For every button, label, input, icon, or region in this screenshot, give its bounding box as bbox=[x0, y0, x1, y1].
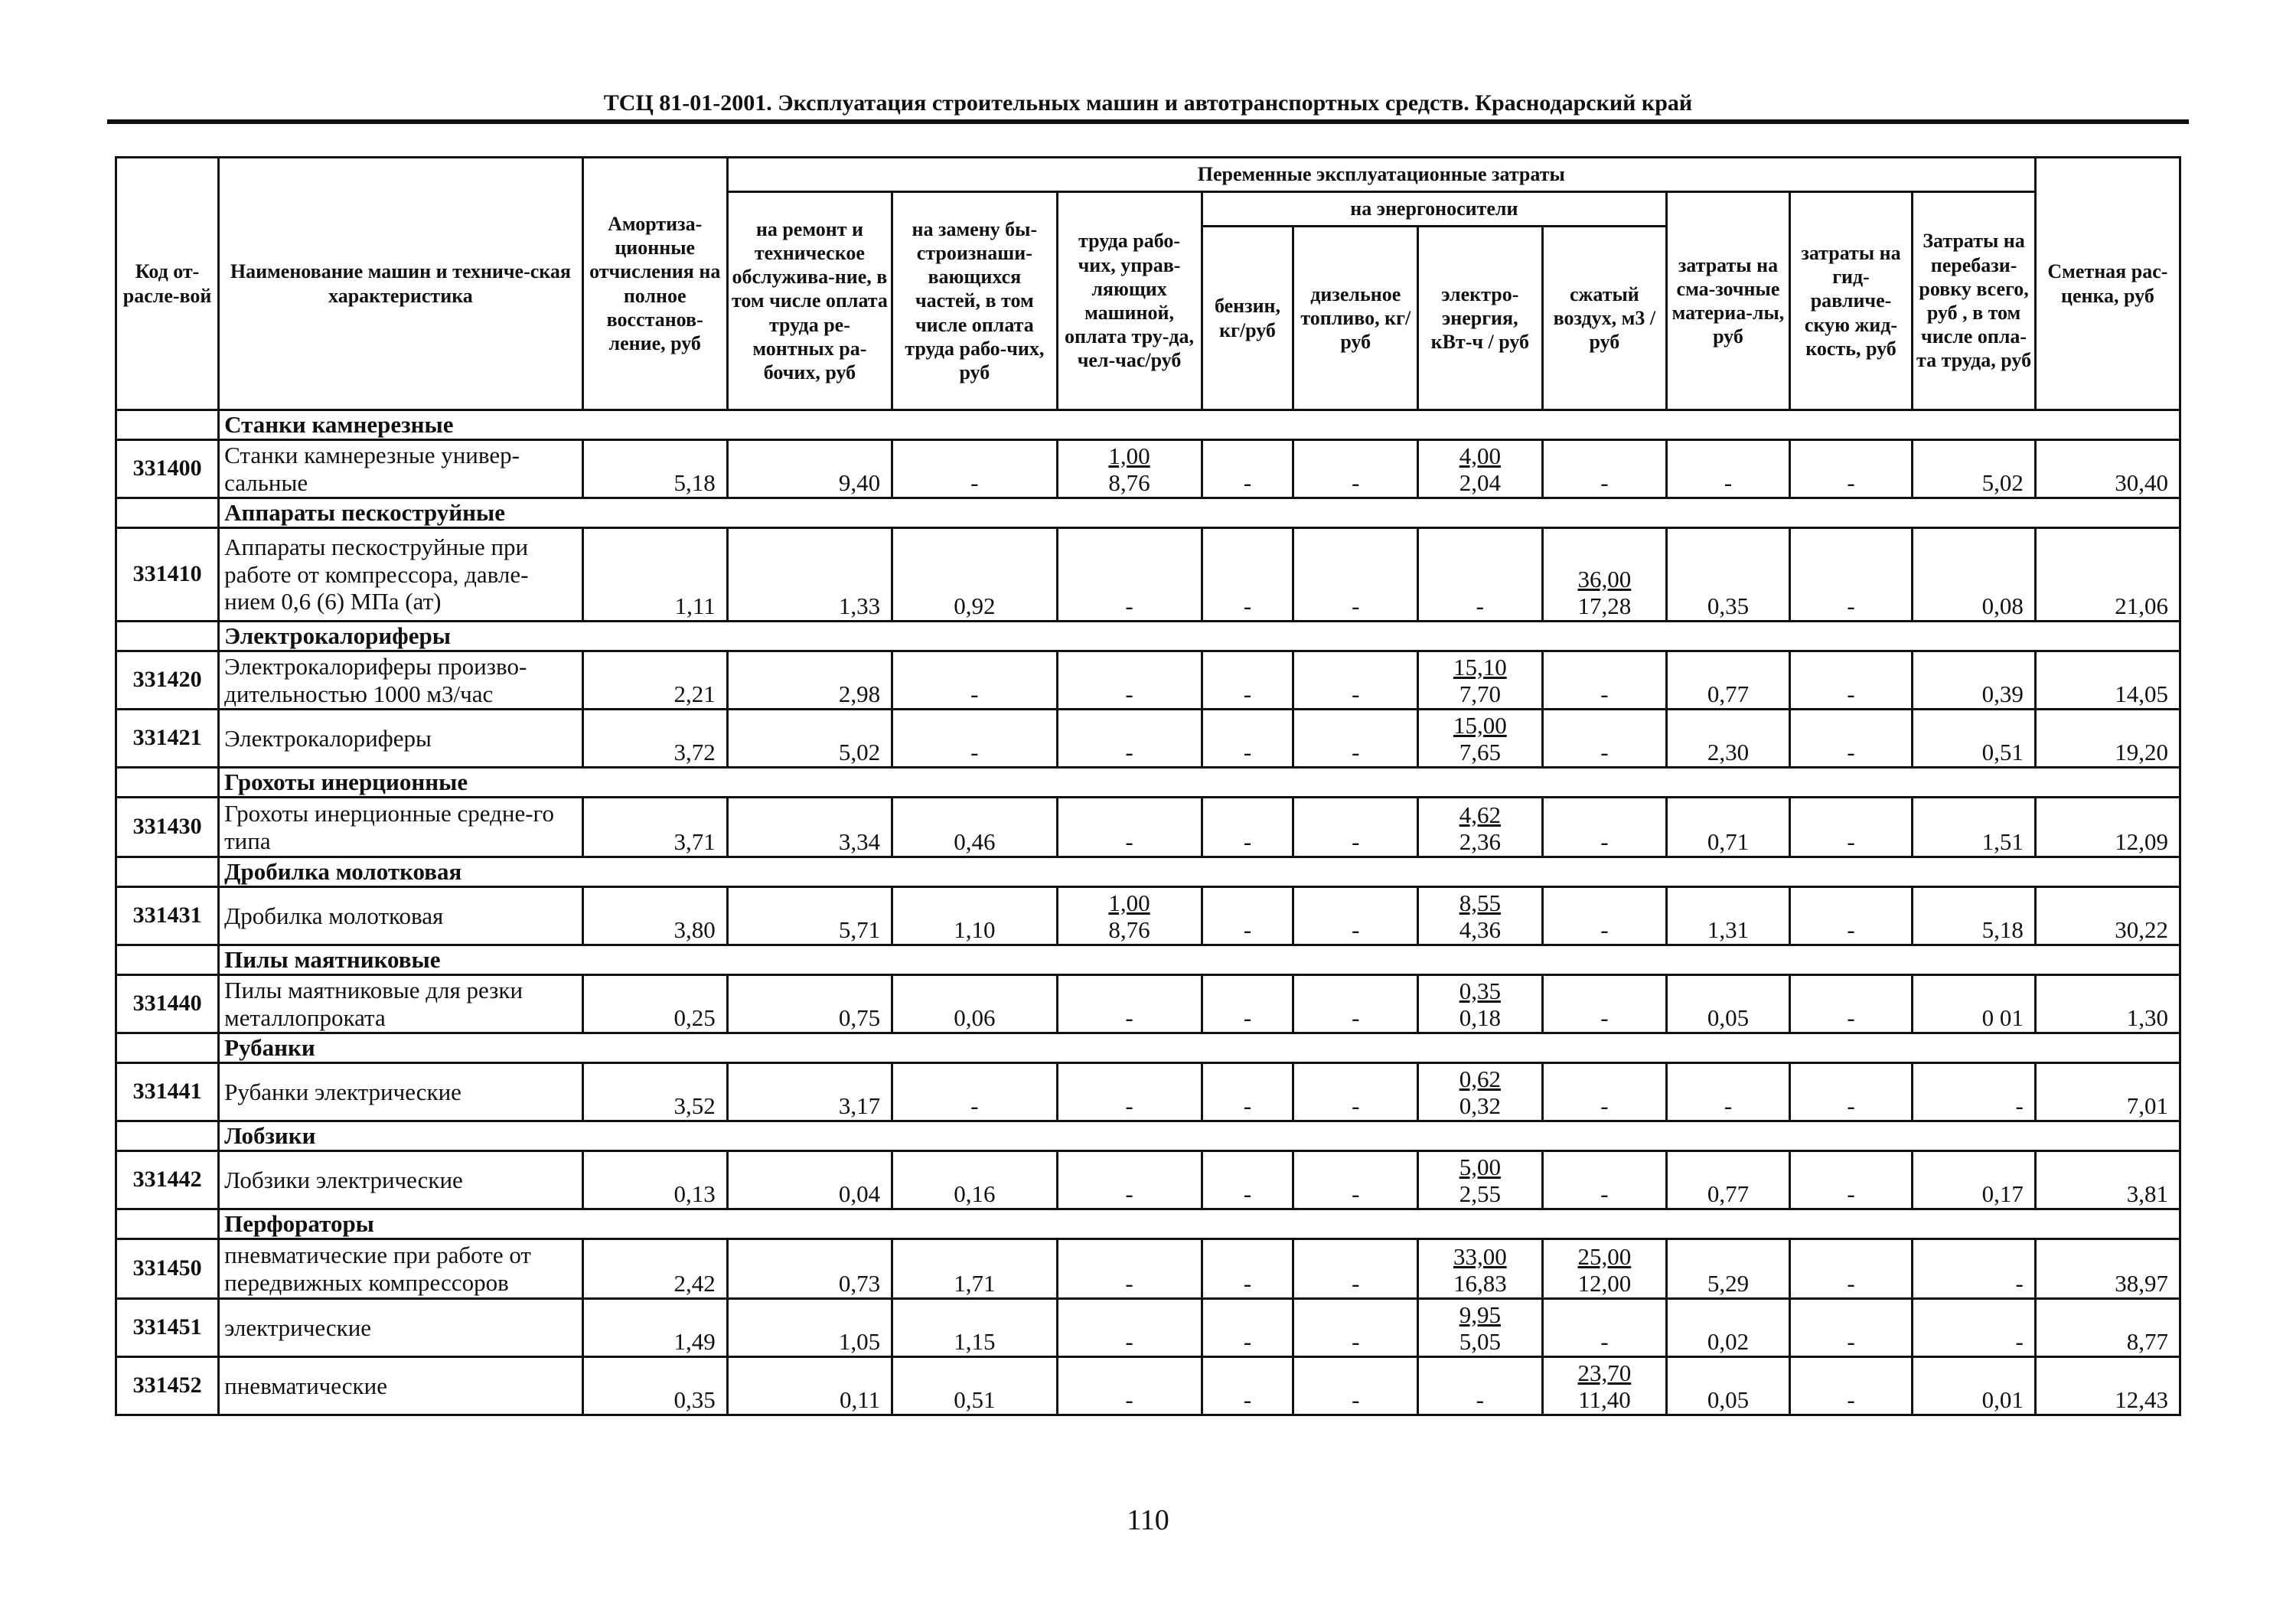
electric-cell bbox=[1418, 798, 1543, 857]
col-parts-header: на замену бы-строизнаши-вающихся частей, в том числе оплата труда рабо-чих, руб bbox=[892, 192, 1057, 410]
amort-cell: 0,35 bbox=[582, 1357, 727, 1415]
code-cell: 331421 bbox=[116, 710, 219, 768]
petrol-cell: - bbox=[1202, 887, 1293, 945]
name-cell: пневматические bbox=[219, 1357, 583, 1415]
transfer-cell: - bbox=[1913, 1239, 2036, 1299]
code-cell: 331440 bbox=[116, 975, 219, 1033]
name-cell: Дробилка молотковая bbox=[219, 887, 583, 945]
estimate-cell: 30,22 bbox=[2035, 887, 2180, 945]
transfer-cell: 5,18 bbox=[1913, 887, 2036, 945]
amort-cell: 3,72 bbox=[582, 710, 727, 768]
group-title: Аппараты пескоструйные bbox=[219, 498, 2180, 528]
labor-cell bbox=[1057, 887, 1202, 945]
petrol-cell: - bbox=[1202, 710, 1293, 768]
air-cell bbox=[1542, 440, 1667, 498]
petrol-cell: - bbox=[1202, 440, 1293, 498]
labor-cell bbox=[1057, 710, 1202, 768]
labor-cell-value: - bbox=[1125, 1092, 1133, 1120]
parts-cell: 0,06 bbox=[892, 975, 1057, 1033]
air-cell-numerator: 25,00 bbox=[1577, 1242, 1632, 1270]
air-cell bbox=[1542, 887, 1667, 945]
group-title: Грохоты инерционные bbox=[219, 768, 2180, 798]
air-cell-value: - bbox=[1600, 1004, 1609, 1032]
diesel-cell: - bbox=[1293, 975, 1418, 1033]
transfer-cell: 1,51 bbox=[1913, 798, 2036, 857]
col-repair-header: на ремонт и техническое обслужива-ние, в том числе оплата труда ре-монтных ра-бочих, руб bbox=[727, 192, 892, 410]
petrol-cell: - bbox=[1202, 1299, 1293, 1357]
repair-cell: 1,33 bbox=[727, 528, 892, 622]
name-cell: Электрокалориферы bbox=[219, 710, 583, 768]
name-cell: пневматические при работе от передвижных компрессоров bbox=[219, 1239, 583, 1299]
hydro-cell: - bbox=[1789, 440, 1913, 498]
repair-cell: 0,75 bbox=[727, 975, 892, 1033]
lube-cell: 0,35 bbox=[1667, 528, 1790, 622]
group-row bbox=[116, 768, 2180, 798]
electric-cell-numerator: 5,00 bbox=[1459, 1153, 1501, 1180]
group-title: Станки камнерезные bbox=[219, 410, 2180, 440]
lube-cell: 2,30 bbox=[1667, 710, 1790, 768]
col-labor-header: труда рабо-чих, управ-ляющих машиной, оплата тру-да, чел-час/руб bbox=[1057, 192, 1202, 410]
electric-cell-value: 2,04 bbox=[1459, 469, 1501, 497]
air-cell-value: 11,40 bbox=[1578, 1386, 1631, 1414]
group-code-cell bbox=[116, 945, 219, 975]
air-cell bbox=[1542, 1357, 1667, 1415]
group-row bbox=[116, 410, 2180, 440]
group-code-cell bbox=[116, 622, 219, 651]
col-code-header: Код от-расле-вой bbox=[116, 158, 219, 410]
electric-cell-value: 7,65 bbox=[1459, 739, 1501, 766]
labor-cell-value: - bbox=[1125, 1180, 1133, 1208]
labor-cell bbox=[1057, 975, 1202, 1033]
electric-cell-value: - bbox=[1476, 592, 1484, 620]
parts-cell: 1,10 bbox=[892, 887, 1057, 945]
hydro-cell: - bbox=[1789, 1239, 1913, 1299]
air-cell bbox=[1542, 798, 1667, 857]
electric-cell-numerator: 0,62 bbox=[1459, 1065, 1501, 1092]
lube-cell: - bbox=[1667, 1063, 1790, 1121]
electric-cell bbox=[1418, 975, 1543, 1033]
document-title: ТСЦ 81-01-2001. Эксплуатация строительных машин и автотранспортных средств. Краснодарский край bbox=[603, 90, 1693, 116]
air-cell-value: - bbox=[1600, 680, 1609, 708]
electric-cell-value: 2,55 bbox=[1459, 1180, 1501, 1208]
hydro-cell: - bbox=[1789, 710, 1913, 768]
amort-cell: 5,18 bbox=[582, 440, 727, 498]
air-cell bbox=[1542, 528, 1667, 622]
electric-cell-numerator: 9,95 bbox=[1459, 1301, 1501, 1328]
diesel-cell: - bbox=[1293, 1299, 1418, 1357]
hydro-cell: - bbox=[1789, 798, 1913, 857]
group-title: Дробилка молотковая bbox=[219, 857, 2180, 887]
parts-cell: 1,15 bbox=[892, 1299, 1057, 1357]
labor-cell bbox=[1057, 1357, 1202, 1415]
table-row bbox=[116, 1063, 2180, 1121]
lube-cell: 0,02 bbox=[1667, 1299, 1790, 1357]
parts-cell: - bbox=[892, 440, 1057, 498]
name-cell: Электрокалориферы произво-дительностью 1000 м3/час bbox=[219, 651, 583, 710]
air-cell-numerator: 23,70 bbox=[1577, 1359, 1632, 1386]
labor-cell bbox=[1057, 1151, 1202, 1209]
group-row bbox=[116, 857, 2180, 887]
transfer-cell: 0,39 bbox=[1913, 651, 2036, 710]
labor-cell bbox=[1057, 1063, 1202, 1121]
amort-cell: 0,25 bbox=[582, 975, 727, 1033]
air-cell-value: - bbox=[1600, 916, 1609, 944]
labor-cell bbox=[1057, 651, 1202, 710]
amort-cell: 3,80 bbox=[582, 887, 727, 945]
labor-cell-numerator: 1,00 bbox=[1108, 442, 1150, 469]
table-row bbox=[116, 1299, 2180, 1357]
air-cell-value: - bbox=[1600, 1180, 1609, 1208]
air-cell bbox=[1542, 975, 1667, 1033]
labor-cell bbox=[1057, 1239, 1202, 1299]
transfer-cell: 0,51 bbox=[1913, 710, 2036, 768]
labor-cell-value: - bbox=[1125, 680, 1133, 708]
electric-cell-numerator: 8,55 bbox=[1459, 889, 1501, 916]
labor-cell-value: - bbox=[1125, 828, 1133, 856]
code-cell: 331420 bbox=[116, 651, 219, 710]
electric-cell bbox=[1418, 1357, 1543, 1415]
code-cell: 331400 bbox=[116, 440, 219, 498]
estimate-cell: 12,09 bbox=[2035, 798, 2180, 857]
amort-cell: 2,21 bbox=[582, 651, 727, 710]
labor-cell-value: - bbox=[1125, 1270, 1133, 1297]
amort-cell: 3,71 bbox=[582, 798, 727, 857]
air-cell-numerator: 36,00 bbox=[1577, 565, 1632, 592]
labor-cell-value: - bbox=[1125, 1004, 1133, 1032]
col-hydro-header: затраты на гид-равличе-скую жид-кость, руб bbox=[1789, 192, 1913, 410]
group-title: Пилы маятниковые bbox=[219, 945, 2180, 975]
lube-cell: 0,71 bbox=[1667, 798, 1790, 857]
code-cell: 331452 bbox=[116, 1357, 219, 1415]
group-title: Электрокалориферы bbox=[219, 622, 2180, 651]
air-cell bbox=[1542, 1063, 1667, 1121]
air-cell bbox=[1542, 1239, 1667, 1299]
code-cell: 331410 bbox=[116, 528, 219, 622]
air-cell bbox=[1542, 710, 1667, 768]
col-variable-header: Переменные эксплуатационные затраты bbox=[727, 158, 2035, 192]
diesel-cell: - bbox=[1293, 1239, 1418, 1299]
hydro-cell: - bbox=[1789, 1151, 1913, 1209]
estimate-cell: 1,30 bbox=[2035, 975, 2180, 1033]
parts-cell: 0,51 bbox=[892, 1357, 1057, 1415]
labor-cell-numerator: 1,00 bbox=[1108, 889, 1150, 916]
table-row bbox=[116, 975, 2180, 1033]
repair-cell: 1,05 bbox=[727, 1299, 892, 1357]
estimate-cell: 7,01 bbox=[2035, 1063, 2180, 1121]
hydro-cell: - bbox=[1789, 651, 1913, 710]
air-cell bbox=[1542, 1299, 1667, 1357]
transfer-cell: 0 01 bbox=[1913, 975, 2036, 1033]
group-title: Лобзики bbox=[219, 1121, 2180, 1151]
repair-cell: 3,17 bbox=[727, 1063, 892, 1121]
col-petrol-header: бензин, кг/руб bbox=[1202, 227, 1293, 410]
petrol-cell: - bbox=[1202, 1357, 1293, 1415]
repair-cell: 0,04 bbox=[727, 1151, 892, 1209]
lube-cell: 0,77 bbox=[1667, 1151, 1790, 1209]
diesel-cell: - bbox=[1293, 1357, 1418, 1415]
repair-cell: 9,40 bbox=[727, 440, 892, 498]
estimate-cell: 21,06 bbox=[2035, 528, 2180, 622]
repair-cell: 5,71 bbox=[727, 887, 892, 945]
table-row bbox=[116, 710, 2180, 768]
diesel-cell: - bbox=[1293, 710, 1418, 768]
labor-cell bbox=[1057, 440, 1202, 498]
group-row bbox=[116, 498, 2180, 528]
col-energy-header: на энергоносители bbox=[1202, 192, 1667, 227]
hydro-cell: - bbox=[1789, 1357, 1913, 1415]
table-row bbox=[116, 1357, 2180, 1415]
electric-cell bbox=[1418, 440, 1543, 498]
group-row bbox=[116, 622, 2180, 651]
col-diesel-header: дизельное топливо, кг/руб bbox=[1293, 227, 1418, 410]
electric-cell-value: 5,05 bbox=[1459, 1328, 1501, 1356]
group-code-cell bbox=[116, 857, 219, 887]
amort-cell: 0,13 bbox=[582, 1151, 727, 1209]
air-cell-value: - bbox=[1600, 1092, 1609, 1120]
air-cell-value: - bbox=[1600, 828, 1609, 856]
estimate-cell: 3,81 bbox=[2035, 1151, 2180, 1209]
air-cell-value: - bbox=[1600, 739, 1609, 766]
electric-cell bbox=[1418, 1239, 1543, 1299]
diesel-cell: - bbox=[1293, 440, 1418, 498]
col-transfer-header: Затраты на перебази-ровку всего, руб , в том числе опла-та труда, руб bbox=[1913, 192, 2036, 410]
hydro-cell: - bbox=[1789, 1063, 1913, 1121]
estimate-cell: 19,20 bbox=[2035, 710, 2180, 768]
table-row bbox=[116, 798, 2180, 857]
col-amort-header: Амортиза-ционные отчисления на полное восстанов-ление, руб bbox=[582, 158, 727, 410]
electric-cell-value: 16,83 bbox=[1453, 1270, 1507, 1297]
amort-cell: 1,49 bbox=[582, 1299, 727, 1357]
col-lube-header: затраты на сма-зочные материа-лы, руб bbox=[1667, 192, 1790, 410]
lube-cell: 0,05 bbox=[1667, 975, 1790, 1033]
repair-cell: 0,11 bbox=[727, 1357, 892, 1415]
code-cell: 331450 bbox=[116, 1239, 219, 1299]
hydro-cell: - bbox=[1789, 528, 1913, 622]
table-row bbox=[116, 1239, 2180, 1299]
electric-cell bbox=[1418, 651, 1543, 710]
air-cell-value: - bbox=[1600, 469, 1609, 497]
lube-cell: 1,31 bbox=[1667, 887, 1790, 945]
labor-cell-value: - bbox=[1125, 739, 1133, 766]
repair-cell: 0,73 bbox=[727, 1239, 892, 1299]
labor-cell-value: - bbox=[1125, 1328, 1133, 1356]
electric-cell bbox=[1418, 887, 1543, 945]
estimate-cell: 14,05 bbox=[2035, 651, 2180, 710]
labor-cell-value: - bbox=[1125, 1386, 1133, 1414]
amort-cell: 2,42 bbox=[582, 1239, 727, 1299]
transfer-cell: 5,02 bbox=[1913, 440, 2036, 498]
repair-cell: 2,98 bbox=[727, 651, 892, 710]
electric-cell bbox=[1418, 710, 1543, 768]
col-name-header: Наименование машин и техниче-ская характеристика bbox=[219, 158, 583, 410]
group-title: Перфораторы bbox=[219, 1209, 2180, 1239]
name-cell: Станки камнерезные универ-сальные bbox=[219, 440, 583, 498]
group-row bbox=[116, 945, 2180, 975]
cost-table bbox=[115, 156, 2181, 1416]
labor-cell-value: 8,76 bbox=[1108, 916, 1150, 944]
hydro-cell: - bbox=[1789, 975, 1913, 1033]
table-row bbox=[116, 887, 2180, 945]
labor-cell-value: - bbox=[1125, 592, 1133, 620]
name-cell: Лобзики электрические bbox=[219, 1151, 583, 1209]
labor-cell bbox=[1057, 528, 1202, 622]
table-row bbox=[116, 528, 2180, 622]
lube-cell: 0,05 bbox=[1667, 1357, 1790, 1415]
title-rule bbox=[107, 119, 2189, 124]
repair-cell: 3,34 bbox=[727, 798, 892, 857]
electric-cell-value: - bbox=[1476, 1386, 1484, 1414]
code-cell: 331451 bbox=[116, 1299, 219, 1357]
table-row bbox=[116, 1151, 2180, 1209]
transfer-cell: 0,01 bbox=[1913, 1357, 2036, 1415]
code-cell: 331431 bbox=[116, 887, 219, 945]
code-cell: 331442 bbox=[116, 1151, 219, 1209]
electric-cell-value: 0,32 bbox=[1459, 1092, 1501, 1120]
petrol-cell: - bbox=[1202, 651, 1293, 710]
group-code-cell bbox=[116, 1209, 219, 1239]
lube-cell: - bbox=[1667, 440, 1790, 498]
code-cell: 331441 bbox=[116, 1063, 219, 1121]
parts-cell: - bbox=[892, 651, 1057, 710]
repair-cell: 5,02 bbox=[727, 710, 892, 768]
labor-cell-value: 8,76 bbox=[1108, 469, 1150, 497]
air-cell bbox=[1542, 1151, 1667, 1209]
amort-cell: 1,11 bbox=[582, 528, 727, 622]
hydro-cell: - bbox=[1789, 887, 1913, 945]
col-estimate-header: Сметная рас-ценка, руб bbox=[2035, 158, 2180, 410]
petrol-cell: - bbox=[1202, 975, 1293, 1033]
air-cell-value: 12,00 bbox=[1577, 1270, 1632, 1297]
group-row bbox=[116, 1033, 2180, 1063]
estimate-cell: 8,77 bbox=[2035, 1299, 2180, 1357]
diesel-cell: - bbox=[1293, 798, 1418, 857]
group-code-cell bbox=[116, 768, 219, 798]
parts-cell: 0,16 bbox=[892, 1151, 1057, 1209]
estimate-cell: 38,97 bbox=[2035, 1239, 2180, 1299]
air-cell-value: - bbox=[1600, 1328, 1609, 1356]
electric-cell-numerator: 15,00 bbox=[1453, 711, 1507, 739]
electric-cell-numerator: 0,35 bbox=[1459, 977, 1501, 1004]
parts-cell: 1,71 bbox=[892, 1239, 1057, 1299]
electric-cell bbox=[1418, 1151, 1543, 1209]
name-cell: электрические bbox=[219, 1299, 583, 1357]
transfer-cell: - bbox=[1913, 1299, 2036, 1357]
amort-cell: 3,52 bbox=[582, 1063, 727, 1121]
group-code-cell bbox=[116, 498, 219, 528]
name-cell: Рубанки электрические bbox=[219, 1063, 583, 1121]
group-code-cell bbox=[116, 410, 219, 440]
air-cell bbox=[1542, 651, 1667, 710]
group-row bbox=[116, 1209, 2180, 1239]
lube-cell: 0,77 bbox=[1667, 651, 1790, 710]
transfer-cell: 0,17 bbox=[1913, 1151, 2036, 1209]
electric-cell bbox=[1418, 1063, 1543, 1121]
electric-cell-numerator: 33,00 bbox=[1453, 1242, 1507, 1270]
transfer-cell: 0,08 bbox=[1913, 528, 2036, 622]
diesel-cell: - bbox=[1293, 1063, 1418, 1121]
petrol-cell: - bbox=[1202, 1063, 1293, 1121]
name-cell: Аппараты пескоструйные при работе от компрессора, давле-нием 0,6 (6) МПа (ат) bbox=[219, 528, 583, 622]
name-cell: Грохоты инерционные средне-го типа bbox=[219, 798, 583, 857]
hydro-cell: - bbox=[1789, 1299, 1913, 1357]
group-row bbox=[116, 1121, 2180, 1151]
lube-cell: 5,29 bbox=[1667, 1239, 1790, 1299]
electric-cell-numerator: 4,62 bbox=[1459, 801, 1501, 828]
header-row-1 bbox=[116, 158, 2180, 192]
labor-cell bbox=[1057, 798, 1202, 857]
table-row bbox=[116, 440, 2180, 498]
electric-cell bbox=[1418, 528, 1543, 622]
group-title: Рубанки bbox=[219, 1033, 2180, 1063]
name-cell: Пилы маятниковые для резки металлопроката bbox=[219, 975, 583, 1033]
group-code-cell bbox=[116, 1121, 219, 1151]
diesel-cell: - bbox=[1293, 528, 1418, 622]
air-cell-value: 17,28 bbox=[1577, 592, 1632, 620]
group-code-cell bbox=[116, 1033, 219, 1063]
parts-cell: - bbox=[892, 710, 1057, 768]
petrol-cell: - bbox=[1202, 1151, 1293, 1209]
parts-cell: - bbox=[892, 1063, 1057, 1121]
electric-cell-numerator: 15,10 bbox=[1453, 653, 1507, 680]
estimate-cell: 30,40 bbox=[2035, 440, 2180, 498]
estimate-cell: 12,43 bbox=[2035, 1357, 2180, 1415]
table-row bbox=[116, 651, 2180, 710]
page-number: 110 bbox=[1127, 1504, 1169, 1536]
petrol-cell: - bbox=[1202, 528, 1293, 622]
petrol-cell: - bbox=[1202, 1239, 1293, 1299]
electric-cell-value: 0,18 bbox=[1459, 1004, 1501, 1032]
col-air-header: сжатый воздух, м3 / руб bbox=[1542, 227, 1667, 410]
col-electric-header: электро-энергия, кВт-ч / руб bbox=[1418, 227, 1543, 410]
electric-cell bbox=[1418, 1299, 1543, 1357]
electric-cell-value: 4,36 bbox=[1459, 916, 1501, 944]
electric-cell-value: 2,36 bbox=[1459, 828, 1501, 856]
diesel-cell: - bbox=[1293, 887, 1418, 945]
diesel-cell: - bbox=[1293, 1151, 1418, 1209]
electric-cell-value: 7,70 bbox=[1459, 680, 1501, 708]
petrol-cell: - bbox=[1202, 798, 1293, 857]
diesel-cell: - bbox=[1293, 651, 1418, 710]
code-cell: 331430 bbox=[116, 798, 219, 857]
parts-cell: 0,46 bbox=[892, 798, 1057, 857]
transfer-cell: - bbox=[1913, 1063, 2036, 1121]
parts-cell: 0,92 bbox=[892, 528, 1057, 622]
labor-cell bbox=[1057, 1299, 1202, 1357]
electric-cell-numerator: 4,00 bbox=[1459, 442, 1501, 469]
